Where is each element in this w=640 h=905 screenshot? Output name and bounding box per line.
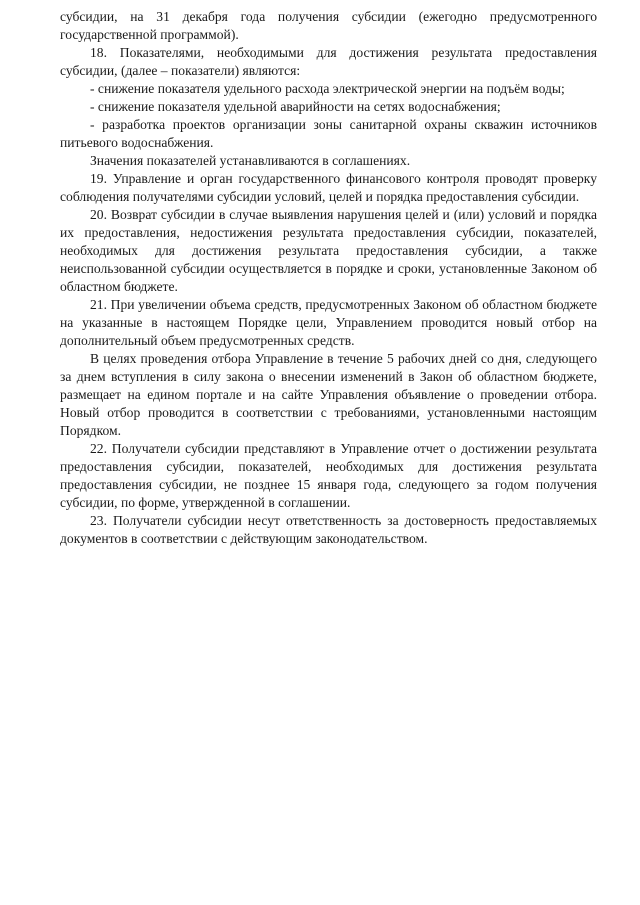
paragraph: 20. Возврат субсидии в случае выявления нарушения целей и (или) условий и порядка их предоставления, недостижения результата предоставления субсидии, показателей, необходимых для достижения результата предоставления субсидии, а также неиспользованной субсидии осуществляется в порядке и сроки, установленные Законом об областном бюджете. [60,207,597,294]
paragraph: 18. Показателями, необходимыми для достижения результата предоставления субсидии, (далее – показатели) являются: [60,45,597,78]
document-page [60,8,597,548]
list-item: - снижение показателя удельного расхода электрической энергии на подъём воды; [90,81,565,96]
paragraph: 22. Получатели субсидии представляют в Управление отчет о достижении результата предоставления субсидии, показателей, необходимых для достижения результата предоставления субсидии, не позднее 15 января года, следующего за годом получения субсидии, по форме, утвержденной в соглашении. [60,441,597,510]
paragraph: субсидии, на 31 декабря года получения субсидии (ежегодно предусмотренного государственной программой). [60,9,597,42]
list-item: - снижение показателя удельной аварийности на сетях водоснабжения; [90,99,501,114]
paragraph: 23. Получатели субсидии несут ответственность за достоверность предоставляемых документов в соответствии с действующим законодательством. [60,513,597,546]
paragraph: Значения показателей устанавливаются в соглашениях. [90,153,411,168]
paragraph: 21. При увеличении объема средств, предусмотренных Законом об областном бюджете на указанные в настоящем Порядке цели, Управлением проводится новый отбор на дополнительный объем предусмотренных средств. [60,297,597,348]
paragraph: В целях проведения отбора Управление в течение 5 рабочих дней со дня, следующего за днем вступления в силу закона о внесении изменений в Закон об областном бюджете, размещает на едином портале и на сайте Управления объявление о проведении отбора. Новый отбор проводится в соответствии с требованиями, установленными настоящим Порядком. [60,351,597,438]
paragraph: 19. Управление и орган государственного финансового контроля проводят проверку соблюдения получателями субсидии условий, целей и порядка предоставления субсидии. [60,171,597,204]
list-item: - разработка проектов организации зоны санитарной охраны скважин источников питьевого водоснабжения. [60,117,597,150]
